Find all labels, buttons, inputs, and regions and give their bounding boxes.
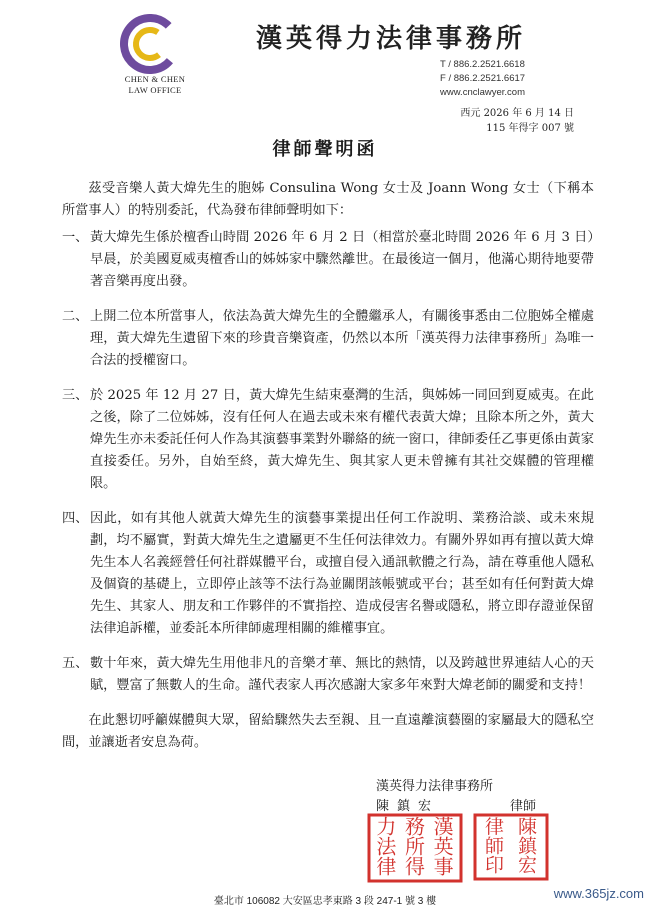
letter-title: 律師聲明函 xyxy=(272,139,378,160)
clause-text: 黃大煒先生係於檀香山時間 2026 年 6 月 2 日（相當於臺北時間 2026 年 6 月 3 日）早晨，於美國夏威夷檀香山的姊姊家中驟然離世。在最後這一個月，他滿心期待地要帶著音樂再度出發。 xyxy=(90,230,594,289)
seal-character: 鎮 xyxy=(517,835,538,858)
seal-character: 印 xyxy=(484,854,505,877)
reference-number: 115 年得字 007 號 xyxy=(486,123,574,134)
seal-character: 陳 xyxy=(517,816,538,839)
website-link[interactable]: www.cnclawyer.com xyxy=(440,87,525,98)
seal-character: 英 xyxy=(433,834,454,859)
seal-character: 事 xyxy=(433,854,454,879)
footer-address: 臺北市 106082 大安區忠孝東路 3 段 247-1 號 3 樓 xyxy=(213,896,437,907)
seal-character: 師 xyxy=(484,835,505,858)
seal-character: 法 xyxy=(376,834,397,859)
phone-number: T / 886.2.2521.6618 xyxy=(440,59,525,70)
fax-number: F / 886.2.2521.6617 xyxy=(440,73,526,84)
clause-item xyxy=(62,227,594,293)
signature-firm: 漢英得力法律事務所 xyxy=(376,779,494,794)
clause-number: 二、 xyxy=(62,309,89,324)
clause-item xyxy=(62,653,594,697)
clause-text: 於 2025 年 12 月 27 日，黃大煒先生結束臺灣的生活，與姊姊一同回到夏威夷。在此之後，除了二位姊姊，沒有任何人在過去或未來有權代表黃大煒；且除本所之外，黃大煒先生亦未委託任何人作為其演藝事業對外聯絡的統一窗口，律師委任乙事更係由黃家直接委任。另外，自始至終，黃大煒先生、與其家人更未曾擁有其社交媒體的管理權限。 xyxy=(90,388,594,491)
signature-block xyxy=(376,777,536,817)
clause-number: 一、 xyxy=(62,230,89,245)
firm-name: 漢英得力法律事務所 xyxy=(256,24,527,54)
seal-character: 所 xyxy=(405,834,425,859)
seal-character: 務 xyxy=(405,814,425,839)
clause-number: 五、 xyxy=(62,656,89,671)
letter-body xyxy=(62,178,594,754)
intro-paragraph: 茲受音樂人黃大煒先生的胞姊 Consulina Wong 女士及 Joann Wong 女士（下稱本所當事人）的特別委託，代為發布律師聲明如下： xyxy=(62,181,594,218)
contact-info xyxy=(440,58,525,100)
clause-number: 三、 xyxy=(62,388,89,403)
clause-text: 數十年來，黃大煒先生用他非凡的音樂才華、無比的熱情，以及跨越世界連結人心的天賦，豐富了無數人的生命。謹代表家人再次感謝大家多年來對大煒老師的關愛和支持！ xyxy=(90,656,594,693)
watermark: www.365jz.com xyxy=(553,886,644,901)
seal-character: 律 xyxy=(376,854,397,879)
logo-wordmark: CHEN & CHEN LAW OFFICE xyxy=(124,74,186,95)
clause-number: 四、 xyxy=(62,511,89,526)
firm-seal-stamp xyxy=(366,812,464,884)
clause-item xyxy=(62,385,594,495)
clause-text: 因此，如有其他人就黃大煒先生的演藝事業提出任何工作說明、業務洽談、或未來規劃，均不屬實，對黃大煒先生之遺屬更不生任何法律效力。有關外界如再有擅以黃大煒先生本人名義經營任何社群媒體平台，或擅自侵入通訊軟體之行為，請在尊重他人隱私及個資的基礎上，立即停止該等不法行為並關閉該帳號或平台；甚至如有任何對黃大煒先生、其家人、朋友和工作夥伴的不實指控、造成侵害名譽或隱私，將立即存證並保留法律追訴權，並委託本所律師處理相關的維權事宜。 xyxy=(90,511,594,636)
letter-date: 西元 2026 年 6 月 14 日 xyxy=(460,108,574,119)
clause-item xyxy=(62,508,594,640)
clause-text: 上開二位本所當事人，依法為黃大煒先生的全體繼承人，有關後事悉由二位胞姊全權處理，黃大煒先生遺留下來的珍貴音樂資產，仍然以本所「漢英得力法律事務所」為唯一合法的授權窗口。 xyxy=(90,309,594,368)
seal-character: 漢 xyxy=(433,814,454,839)
lawyer-seal-stamp xyxy=(472,812,550,882)
seal-character: 得 xyxy=(405,854,425,879)
seal-character: 律 xyxy=(484,816,505,839)
seal-character: 力 xyxy=(376,814,397,839)
lawyer-title: 律師 xyxy=(509,799,536,814)
date-block xyxy=(460,106,574,136)
closing-paragraph: 在此懇切呼籲媒體與大眾，留給驟然失去至親、且一直遠離演藝圈的家屬最大的隱私空間，並讓逝者安息為荷。 xyxy=(62,713,594,750)
lawyer-name: 陳鎮宏 xyxy=(376,799,440,814)
seal-character: 宏 xyxy=(517,854,538,877)
clause-item xyxy=(62,306,594,372)
